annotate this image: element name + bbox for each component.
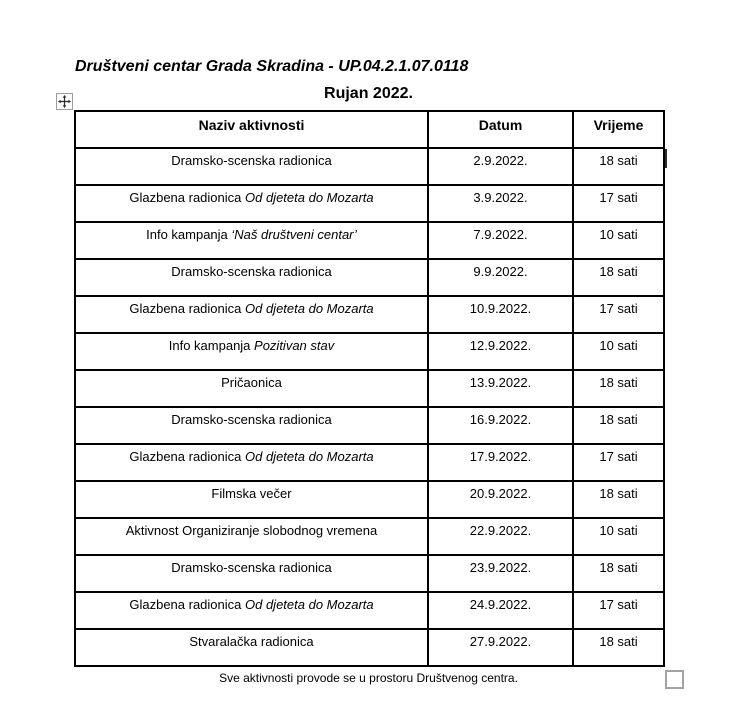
table-row	[75, 296, 664, 333]
activity-name-italic: Od djeteta do Mozarta	[245, 190, 374, 205]
table-row	[75, 333, 664, 370]
activity-name: Filmska večer	[211, 486, 292, 501]
text-cursor	[665, 149, 667, 168]
document-title[interactable]: Društveni centar Grada Skradina - UP.04.2.1.07.0118	[75, 58, 469, 75]
activity-name-italic: ‘Naš društveni centar’	[231, 227, 357, 242]
activities-table	[74, 110, 665, 667]
vrijeme-cell[interactable]: 17 sati	[573, 185, 664, 222]
datum-cell[interactable]: 13.9.2022.	[428, 370, 573, 407]
activity-cell[interactable]	[75, 629, 428, 666]
table-row	[75, 592, 664, 629]
datum-cell[interactable]: 17.9.2022.	[428, 444, 573, 481]
table-row	[75, 370, 664, 407]
datum-cell[interactable]: 2.9.2022.	[428, 148, 573, 185]
table-row	[75, 148, 664, 185]
vrijeme-cell[interactable]: 18 sati	[573, 629, 664, 666]
activity-name: Pričaonica	[221, 375, 282, 390]
table-row	[75, 629, 664, 666]
table-resize-handle[interactable]	[665, 670, 684, 689]
activity-name: Dramsko-scenska radionica	[171, 412, 332, 427]
activity-cell[interactable]	[75, 185, 428, 222]
activity-cell[interactable]	[75, 148, 428, 185]
datum-cell[interactable]: 27.9.2022.	[428, 629, 573, 666]
activity-cell[interactable]	[75, 259, 428, 296]
table-row	[75, 222, 664, 259]
activity-cell[interactable]	[75, 481, 428, 518]
activity-cell[interactable]	[75, 555, 428, 592]
datum-cell[interactable]: 7.9.2022.	[428, 222, 573, 259]
datum-cell[interactable]: 12.9.2022.	[428, 333, 573, 370]
table-move-handle[interactable]	[56, 93, 73, 110]
activity-name: Glazbena radionica	[129, 190, 245, 205]
activity-name-italic: Od djeteta do Mozarta	[245, 449, 374, 464]
activity-name: Glazbena radionica	[129, 449, 245, 464]
activity-name: Dramsko-scenska radionica	[171, 560, 332, 575]
activity-cell[interactable]	[75, 333, 428, 370]
table-row	[75, 555, 664, 592]
activity-cell[interactable]	[75, 592, 428, 629]
vrijeme-cell[interactable]: 17 sati	[573, 592, 664, 629]
activity-name: Aktivnost Organiziranje slobodnog vremena	[125, 523, 378, 538]
table-row	[75, 481, 664, 518]
document-subtitle[interactable]: Rujan 2022.	[324, 85, 413, 102]
activity-name-italic: Od djeteta do Mozarta	[245, 597, 374, 612]
datum-cell[interactable]: 23.9.2022.	[428, 555, 573, 592]
activity-name: Info kampanja	[146, 227, 232, 242]
datum-cell[interactable]: 24.9.2022.	[428, 592, 573, 629]
datum-cell[interactable]: 22.9.2022.	[428, 518, 573, 555]
table-row	[75, 407, 664, 444]
activity-cell[interactable]	[75, 222, 428, 259]
vrijeme-cell[interactable]: 10 sati	[573, 333, 664, 370]
vrijeme-cell[interactable]: 18 sati	[573, 259, 664, 296]
column-header-vrijeme[interactable]: Vrijeme	[573, 111, 664, 148]
activity-cell[interactable]	[75, 407, 428, 444]
table-row	[75, 444, 664, 481]
datum-cell[interactable]: 20.9.2022.	[428, 481, 573, 518]
activity-cell[interactable]	[75, 518, 428, 555]
activity-name-italic: Pozitivan stav	[254, 338, 335, 353]
datum-cell[interactable]: 10.9.2022.	[428, 296, 573, 333]
activity-name: Info kampanja	[168, 338, 255, 353]
vrijeme-cell[interactable]: 18 sati	[573, 481, 664, 518]
activity-name: Glazbena radionica	[129, 597, 245, 612]
vrijeme-cell[interactable]: 18 sati	[573, 370, 664, 407]
activity-name: Dramsko-scenska radionica	[171, 264, 332, 279]
table-row	[75, 259, 664, 296]
vrijeme-cell[interactable]: 18 sati	[573, 407, 664, 444]
table-header-row	[75, 111, 664, 148]
column-header-datum[interactable]: Datum	[428, 111, 573, 148]
datum-cell[interactable]: 9.9.2022.	[428, 259, 573, 296]
datum-cell[interactable]: 16.9.2022.	[428, 407, 573, 444]
vrijeme-cell[interactable]: 18 sati	[573, 148, 664, 185]
activity-cell[interactable]	[75, 444, 428, 481]
column-header-naziv-aktivnosti[interactable]: Naziv aktivnosti	[75, 111, 428, 148]
vrijeme-cell[interactable]: 10 sati	[573, 518, 664, 555]
activity-name: Glazbena radionica	[129, 301, 245, 316]
activity-name-italic: Od djeteta do Mozarta	[245, 301, 374, 316]
activity-cell[interactable]	[75, 370, 428, 407]
vrijeme-cell[interactable]: 17 sati	[573, 296, 664, 333]
move-cross-icon	[58, 95, 71, 108]
vrijeme-cell[interactable]: 17 sati	[573, 444, 664, 481]
vrijeme-cell[interactable]: 18 sati	[573, 555, 664, 592]
activity-name: Stvaralačka radionica	[189, 634, 314, 649]
table-body	[75, 148, 664, 666]
datum-cell[interactable]: 3.9.2022.	[428, 185, 573, 222]
table-row	[75, 518, 664, 555]
footer-note[interactable]: Sve aktivnosti provode se u prostoru Društvenog centra.	[219, 671, 518, 685]
table-row	[75, 185, 664, 222]
activity-cell[interactable]	[75, 296, 428, 333]
vrijeme-cell[interactable]: 10 sati	[573, 222, 664, 259]
activity-name: Dramsko-scenska radionica	[171, 153, 332, 168]
